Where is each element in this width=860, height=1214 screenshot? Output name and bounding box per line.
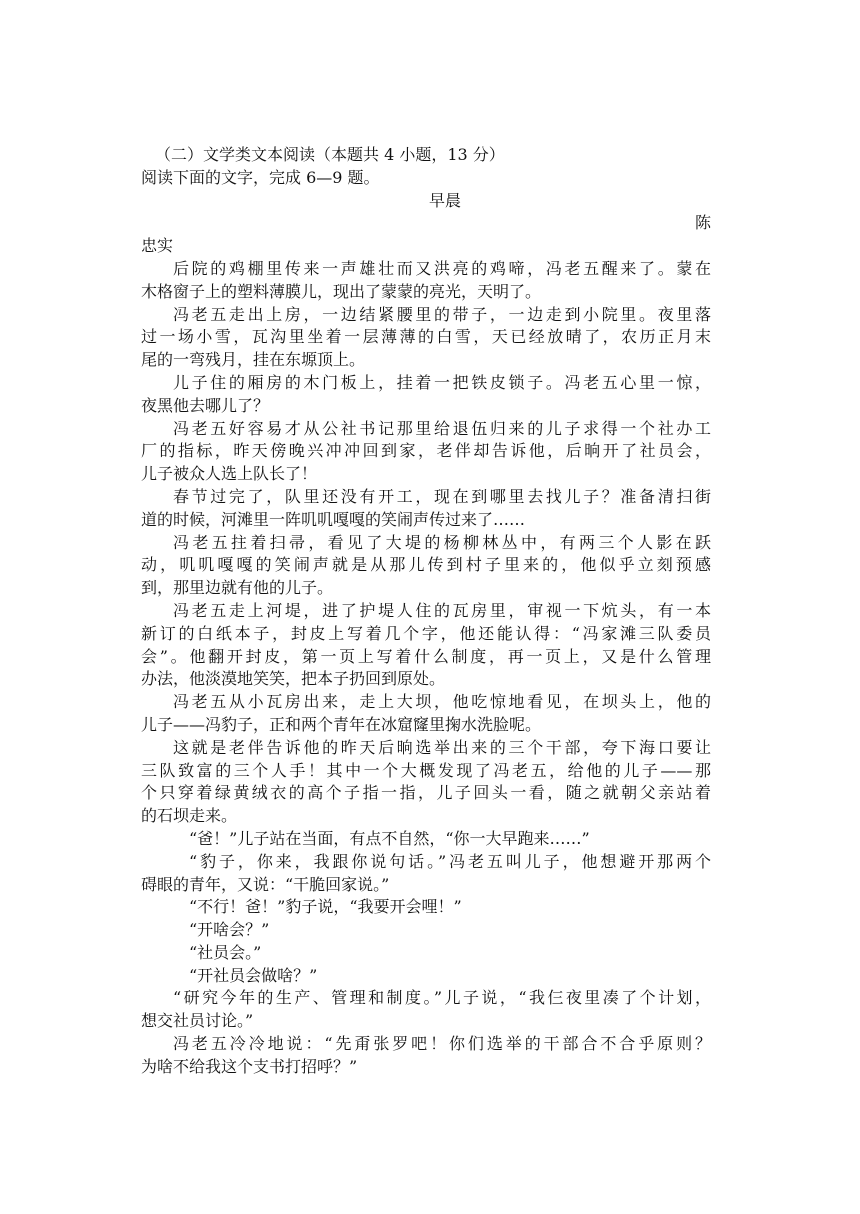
text-line: “不行！爸！”豹子说，“我要开会哩！” [189, 897, 462, 917]
text-line: 厂的指标，昨天傍晚兴冲冲回到家，老伴却告诉他，后晌开了社员会， [141, 441, 711, 461]
text-line: 道的时候，河滩里一阵叽叽嘎嘎的笑闹声传过来了…… [141, 509, 526, 529]
text-line: “豹子，你来，我跟你说句话。”冯老五叫儿子，他想避开那两个 [189, 851, 711, 871]
text-line: “开社员会做啥？” [189, 965, 318, 985]
text-line: 这就是老伴告诉他的昨天后晌选举出来的三个干部，夸下海口要让 [173, 737, 711, 757]
text-line: 冯老五冷冷地说：“先甭张罗吧！你们选举的干部合不合乎原则？ [173, 1034, 711, 1054]
text-line: “开啥会？” [189, 920, 270, 940]
text-line: “爸！”儿子站在当面，有点不自然，“你一大早跑来……” [189, 828, 590, 848]
text-line: “社员会。” [189, 942, 262, 962]
text-line: 为啥不给我这个支书打招呼？” [141, 1056, 358, 1076]
author-name-part2: 忠实 [141, 236, 174, 256]
text-line: 过一场小雪，瓦沟里坐着一层薄薄的白雪，天已经放晴了，农历正月末 [141, 327, 711, 347]
text-line: 想交社员讨论。” [141, 1011, 254, 1031]
text-line: 碍眼的青年，又说：“干脆回家说。” [141, 874, 390, 894]
text-line: 的石坝走来。 [141, 806, 238, 826]
text-line: 办法，他淡漠地笑笑，把本子扔回到原处。 [141, 669, 446, 689]
reading-instruction: 阅读下面的文字，完成 6—9 题。 [141, 167, 380, 187]
section-heading: （二）文学类文本阅读（本题共 4 小题，13 分） [155, 145, 505, 164]
text-line: 冯老五从小瓦房出来，走上大坝，他吃惊地看见，在坝头上，他的 [173, 692, 711, 712]
text-line: 夜黑他去哪儿了？ [141, 395, 270, 415]
text-line: 冯老五拄着扫帚，看见了大堤的杨柳林丛中，有两三个人影在跃 [173, 532, 711, 552]
text-line: 冯老五好容易才从公社书记那里给退伍归来的儿子求得一个社办工 [173, 418, 711, 438]
text-line: 动，叽叽嘎嘎的笑闹声就是从那儿传到村子里来的，他似乎立刻预感 [141, 555, 711, 575]
text-line: 到，那里边就有他的儿子。 [141, 578, 334, 598]
text-line: 冯老五走上河堤，进了护堤人住的瓦房里，审视一下炕头，有一本 [173, 600, 711, 620]
text-line: 儿子被众人选上队长了！ [141, 464, 318, 484]
text-line: 冯老五走出上房，一边结紧腰里的带子，一边走到小院里。夜里落 [173, 304, 711, 324]
text-line: 木格窗子上的塑料薄膜儿，现出了蒙蒙的亮光，天明了。 [141, 281, 542, 301]
text-line: 儿子住的厢房的木门板上，挂着一把铁皮锁子。冯老五心里一惊， [173, 372, 711, 392]
text-line: 三队致富的三个人手！其中一个大概发现了冯老五，给他的儿子——那 [141, 760, 711, 780]
text-line: 春节过完了，队里还没有开工，现在到哪里去找儿子？准备清扫街 [173, 486, 711, 506]
text-line: 后院的鸡棚里传来一声雄壮而又洪亮的鸡啼，冯老五醒来了。蒙在 [173, 258, 711, 278]
text-line: “研究今年的生产、管理和制度。”儿子说，“我仨夜里凑了个计划， [173, 988, 711, 1008]
text-line: 会”。他翻开封皮，第一页上写着什么制度，再一页上，又是什么管理 [141, 646, 711, 666]
text-line: 儿子——冯豹子，正和两个青年在冰窟窿里掬水洗脸呢。 [141, 714, 542, 734]
author-name-part1: 陈 [694, 213, 711, 233]
text-line: 个只穿着绿黄绒衣的高个子指一指，儿子回头一看，随之就朝父亲站着 [141, 783, 711, 803]
story-title: 早晨 [428, 190, 461, 210]
text-line: 新订的白纸本子，封皮上写着几个字，他还能认得：“冯家滩三队委员 [141, 623, 711, 643]
text-line: 尾的一弯残月，挂在东塬顶上。 [141, 350, 366, 370]
document-body [141, 144, 711, 1079]
